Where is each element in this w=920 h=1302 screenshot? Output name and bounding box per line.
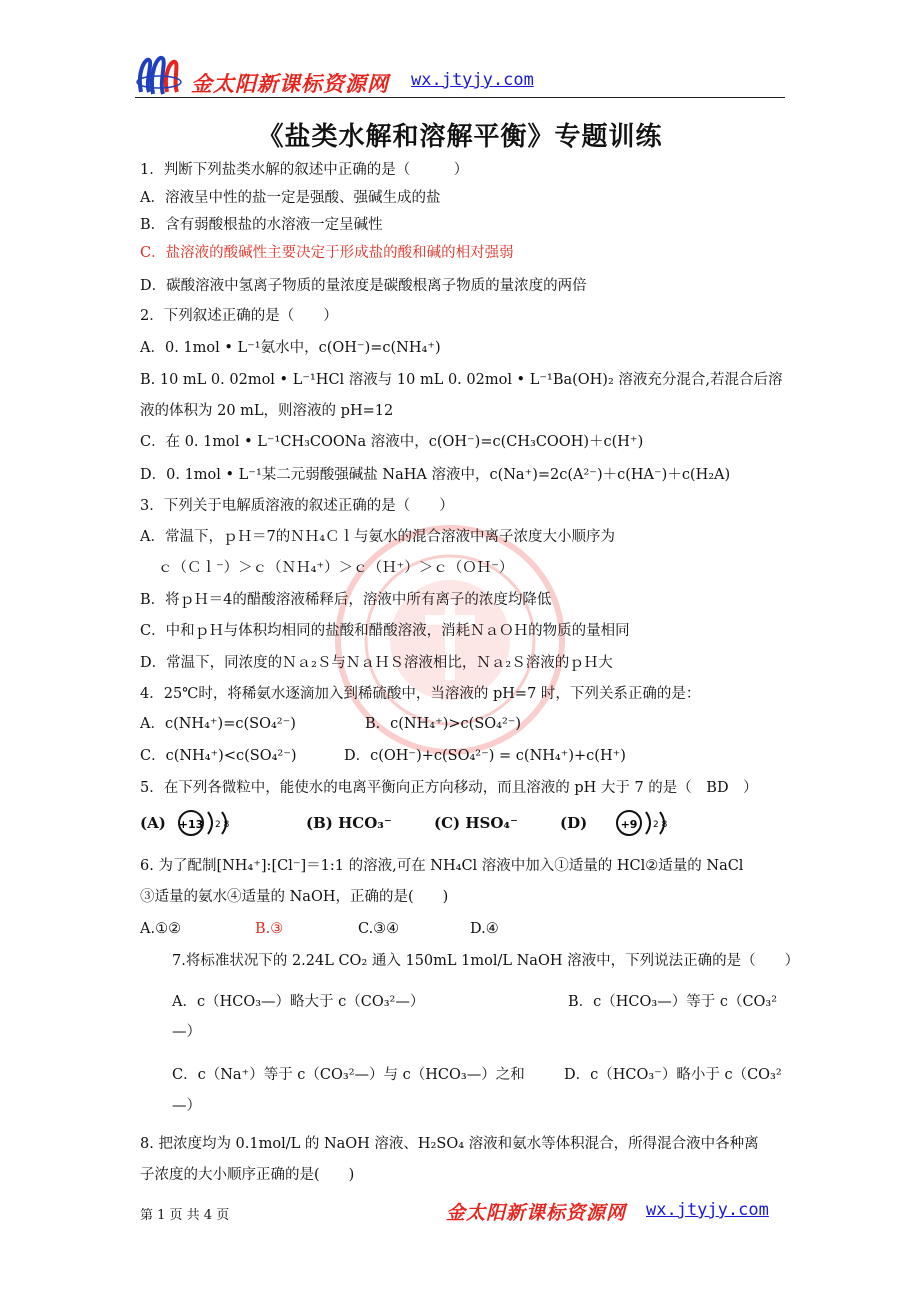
question-6-option-c: C.③④ bbox=[358, 921, 400, 937]
question-7-option-b: B．c（HCO₃—）等于 c（CO₃² bbox=[568, 994, 778, 1010]
question-5-option-a-shells: 2 8 bbox=[215, 820, 230, 830]
header-brand: 金太阳新课标资源网 bbox=[191, 71, 389, 96]
question-4-option-a: A．c(NH₄⁺)=c(SO₄²⁻) bbox=[140, 716, 296, 732]
question-5: 5．在下列各微粒中，能使水的电离平衡向正方向移动，而且溶液的 pH 大于 7 的是（ BD ） bbox=[140, 780, 758, 796]
question-2-option-c: C．在 0. 1mol • L⁻¹CH₃COONa 溶液中，c(OH⁻)=c(CH₃COOH)＋c(H⁺) bbox=[140, 434, 644, 450]
question-1-option-b: B．含有弱酸根盐的水溶液一定呈碱性 bbox=[140, 217, 383, 233]
question-3-option-d: D．常温下，同浓度的Ｎａ₂Ｓ与ＮａＨＳ溶液相比，Ｎａ₂Ｓ溶液的ｐＨ大 bbox=[140, 655, 613, 671]
page-header bbox=[135, 52, 785, 102]
question-4-option-c: C．c(NH₄⁺)<c(SO₄²⁻) bbox=[140, 748, 297, 764]
question-3-option-b: B．将ｐＨ＝4的醋酸溶液稀释后，溶液中所有离子的浓度均降低 bbox=[140, 592, 552, 608]
question-5-option-b: (B) HCO₃⁻ bbox=[306, 814, 392, 832]
question-1: 1．判断下列盐类水解的叙述中正确的是（ ） bbox=[140, 162, 469, 178]
header-divider bbox=[135, 97, 785, 98]
question-3-option-c: C．中和ｐＨ与体积均相同的盐酸和醋酸溶液，消耗ＮａＯＨ的物质的量相同 bbox=[140, 623, 630, 639]
question-4: 4．25℃时，将稀氨水逐滴加入到稀硫酸中，当溶液的 pH=7 时，下列关系正确的是： bbox=[140, 686, 701, 702]
question-7-option-b-cont: —） bbox=[172, 1024, 201, 1040]
question-8-cont: 子浓度的大小顺序正确的是( ) bbox=[140, 1167, 355, 1183]
footer-brand: 金太阳新课标资源网 bbox=[446, 1202, 627, 1224]
question-1-option-c-answer: C．盐溶液的酸碱性主要决定于形成盐的酸和碱的相对强弱 bbox=[140, 245, 514, 261]
question-2-option-a: A．0. 1mol • L⁻¹氨水中，c(OH⁻)=c(NH₄⁺) bbox=[140, 340, 441, 356]
question-2-option-b-cont: 液的体积为 20 mL，则溶液的 pH=12 bbox=[140, 403, 394, 419]
logo-icon bbox=[135, 52, 185, 100]
question-5-option-c: (C) HSO₄⁻ bbox=[434, 814, 518, 832]
atom-diagram-f-icon bbox=[614, 808, 688, 838]
page-title: 《盐类水解和溶解平衡》专题训练 bbox=[257, 122, 663, 152]
question-4-option-b: B．c(NH₄⁺)>c(SO₄²⁻) bbox=[365, 716, 522, 732]
question-2-option-d: D．0. 1mol • L⁻¹某二元弱酸强碱盐 NaHA 溶液中，c(Na⁺)=2c(A²⁻)＋c(HA⁻)＋c(H₂A) bbox=[140, 467, 731, 483]
question-5-option-a-nucleus: +13 bbox=[178, 818, 204, 831]
question-6-cont: ③适量的氨水④适量的 NaOH，正确的是( ) bbox=[140, 889, 449, 905]
question-5-option-d-label: (D) bbox=[560, 814, 588, 832]
question-5-option-d-nucleus: +9 bbox=[620, 818, 638, 831]
question-1-option-a: A．溶液呈中性的盐一定是强酸、强碱生成的盐 bbox=[140, 190, 441, 206]
question-6-option-d: D.④ bbox=[470, 921, 499, 937]
question-3-option-a: A．常温下，ｐＨ＝7的ＮＨ₄Ｃｌ与氨水的混合溶液中离子浓度大小顺序为 bbox=[140, 529, 616, 545]
question-7-option-c: C．c（Na⁺）等于 c（CO₃²—）与 c（HCO₃—）之和 bbox=[172, 1067, 525, 1083]
question-3: 3．下列关于电解质溶液的叙述正确的是（ ） bbox=[140, 498, 454, 514]
question-5-option-a-label: (A) bbox=[140, 814, 166, 832]
question-7-option-d-cont: —） bbox=[172, 1098, 201, 1114]
question-7: 7.将标准状况下的 2.24L CO₂ 通入 150mL 1mol/L NaOH 溶液中，下列说法正确的是（ ） bbox=[172, 953, 800, 969]
question-4-option-d: D．c(OH⁻)+c(SO₄²⁻) = c(NH₄⁺)+c(H⁺) bbox=[344, 748, 626, 764]
atom-diagram-al-icon bbox=[176, 808, 250, 838]
page-number: 第 1 页 共 4 页 bbox=[140, 1208, 230, 1223]
question-7-option-a: A．c（HCO₃—）略大于 c（CO₃²—） bbox=[172, 994, 425, 1010]
question-6-option-b-answer: B.③ bbox=[255, 921, 284, 937]
question-5-option-d-shells: 2 8 bbox=[653, 820, 668, 830]
question-3-option-a-cont: ｃ（Ｃｌ⁻）＞ｃ（ＮＨ₄⁺）＞ｃ（Ｈ⁺）＞ｃ（ＯＨ⁻） bbox=[158, 560, 514, 576]
question-6-option-a: A.①② bbox=[140, 921, 182, 937]
question-2-option-b: B. 10 mL 0. 02mol • L⁻¹HCl 溶液与 10 mL 0. 02mol • L⁻¹Ba(OH)₂ 溶液充分混合,若混合后溶 bbox=[140, 372, 783, 388]
question-7-option-d: D．c（HCO₃⁻）略小于 c（CO₃² bbox=[564, 1067, 782, 1083]
question-6: 6. 为了配制[NH₄⁺]:[Cl⁻]＝1:1 的溶液,可在 NH₄Cl 溶液中加入①适量的 HCl②适量的 NaCl bbox=[140, 858, 744, 874]
question-1-option-d: D．碳酸溶液中氢离子物质的量浓度是碳酸根离子物质的量浓度的两倍 bbox=[140, 278, 587, 294]
footer-site-link[interactable]: wx.jtyjy.com bbox=[646, 1200, 769, 1220]
question-2: 2．下列叙述正确的是（ ） bbox=[140, 308, 338, 324]
question-8: 8. 把浓度均为 0.1mol/L 的 NaOH 溶液、H₂SO₄ 溶液和氨水等体积混合，所得混合液中各种离 bbox=[140, 1136, 759, 1152]
header-site-link[interactable]: wx.jtyjy.com bbox=[411, 70, 534, 90]
